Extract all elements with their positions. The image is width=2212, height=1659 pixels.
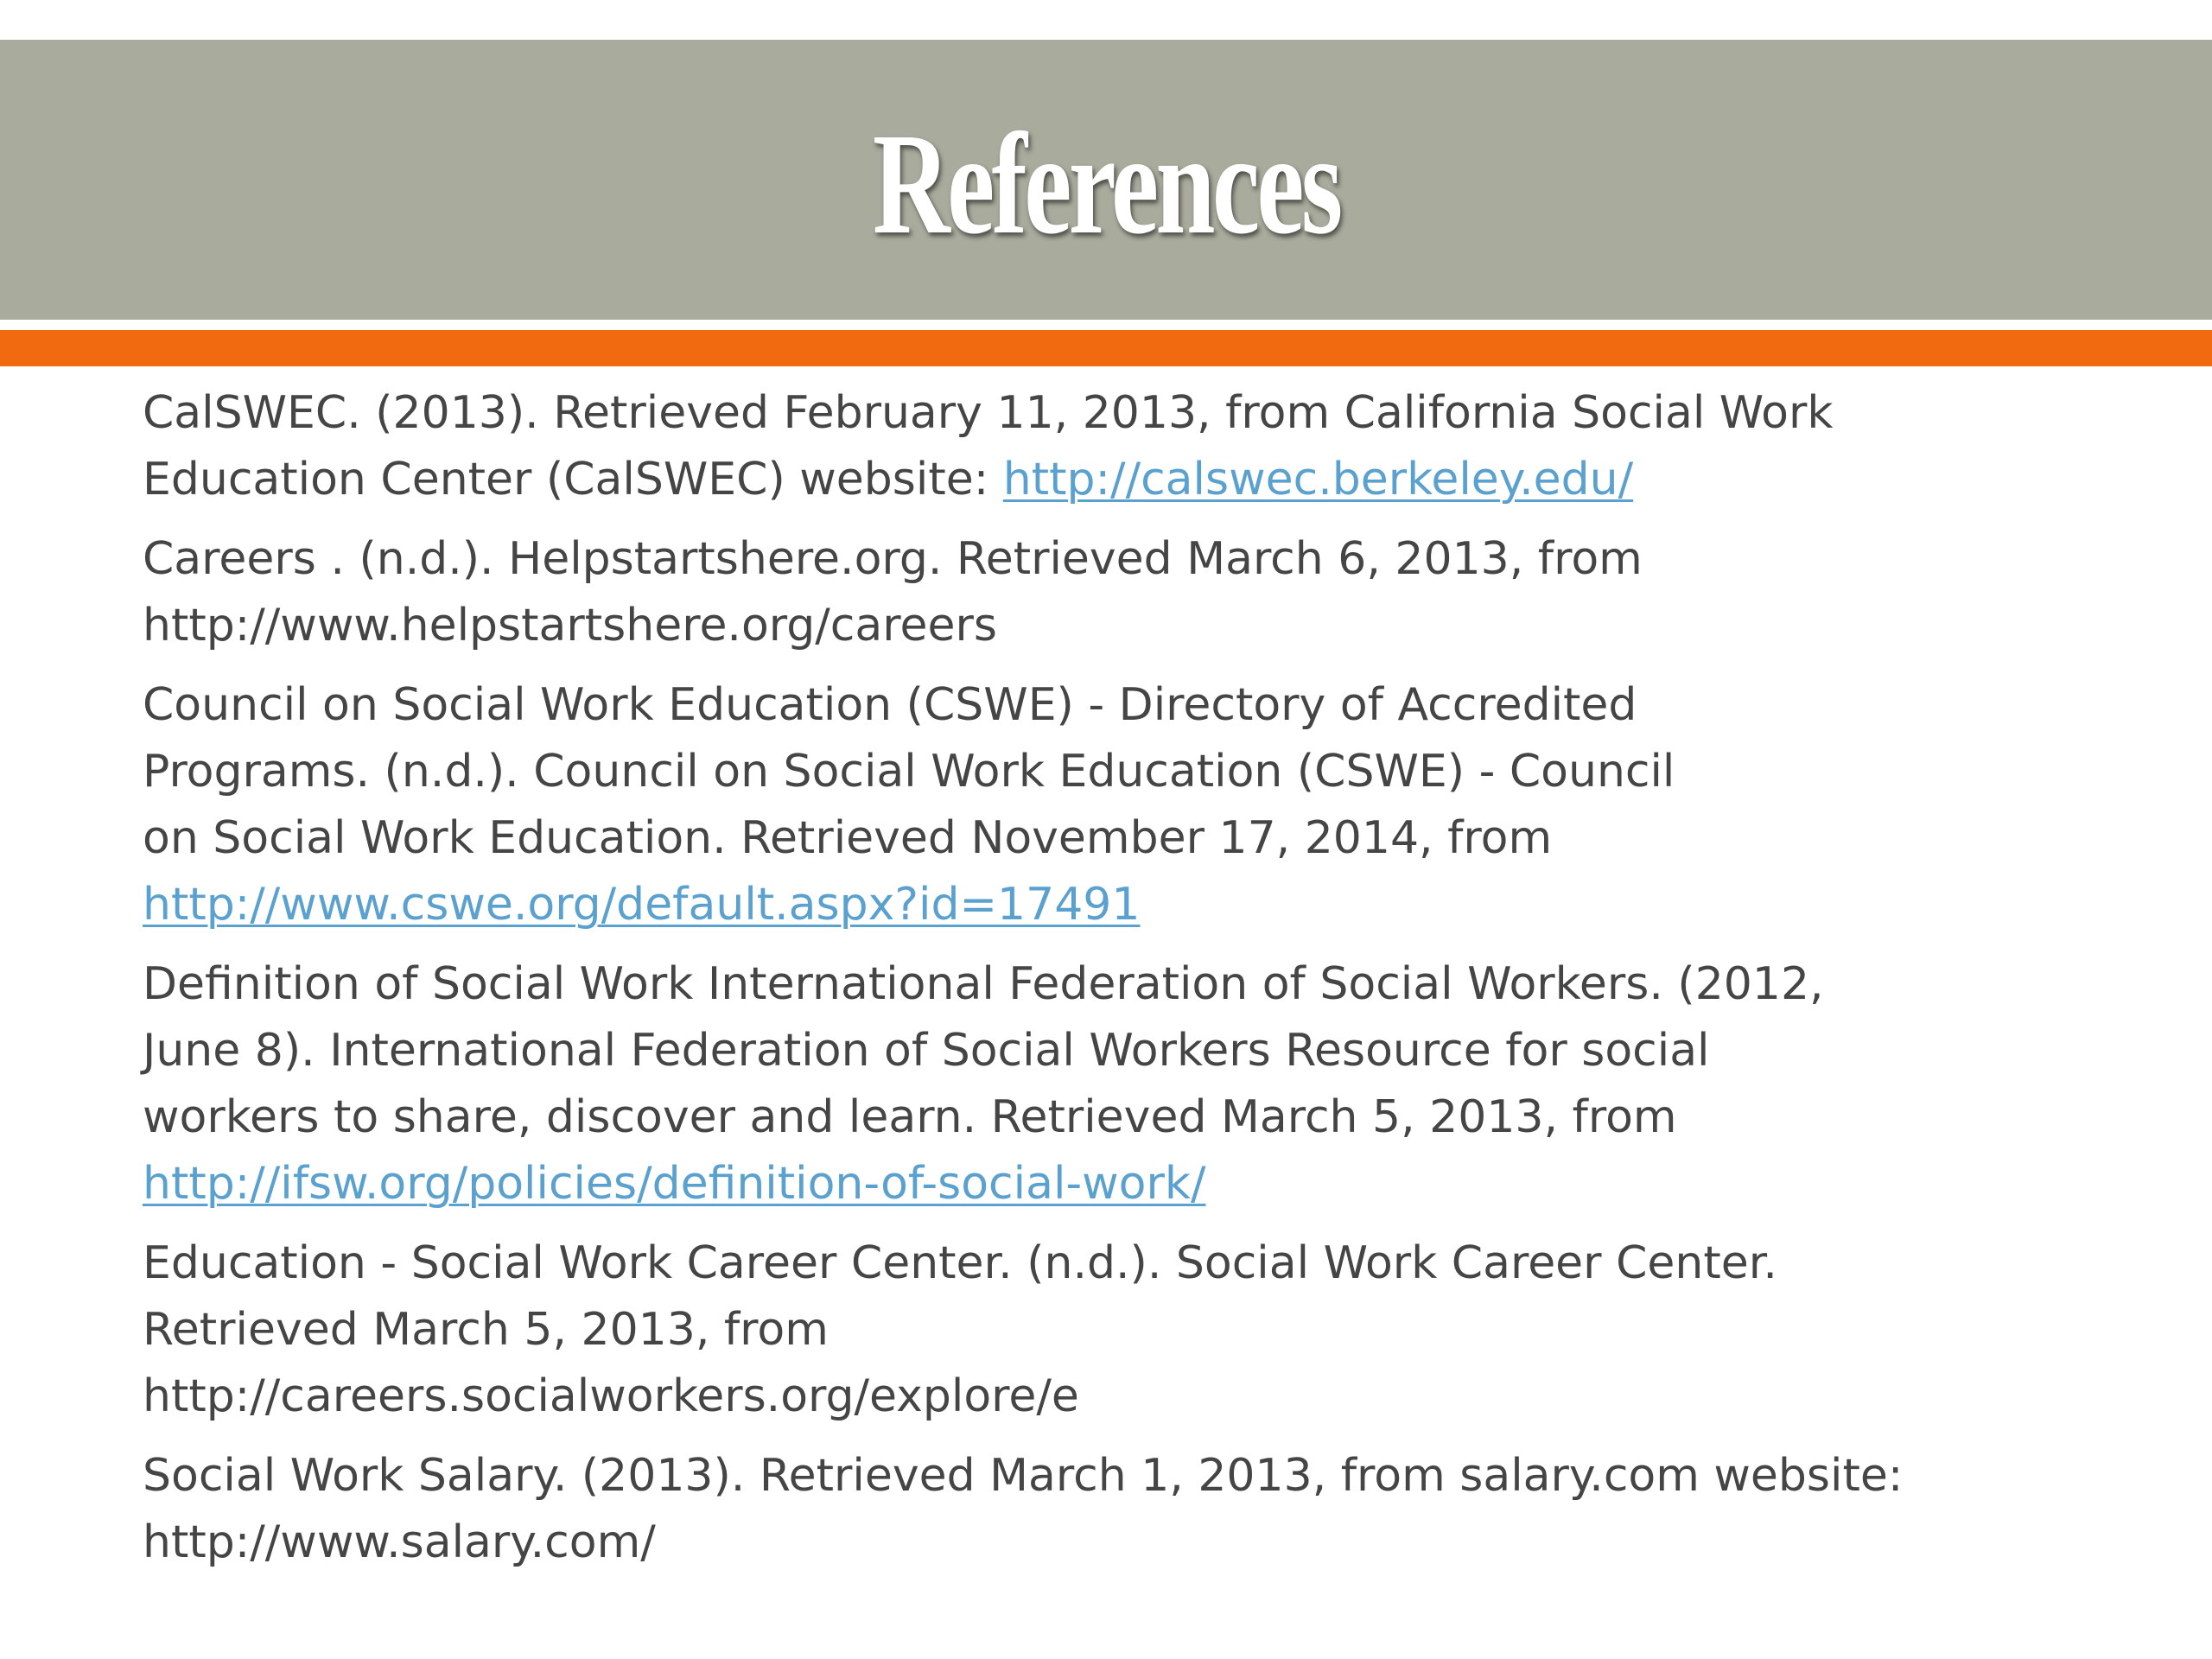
references-list (143, 380, 2095, 1589)
reference-line: Definition of Social Work International Federation of Social Workers. (2012, (143, 958, 1824, 1010)
reference-line: Programs. (n.d.). Council on Social Work Education (CSWE) - Council (143, 746, 1675, 798)
reference-link[interactable]: http://calswec.berkeley.edu/ (1002, 454, 1634, 505)
reference-line-text: Education Center (CalSWEC) website: (143, 454, 1003, 505)
reference-line (143, 872, 2095, 938)
reference-line: Social Work Salary. (2013). Retrieved March 1, 2013, from salary.com website: (143, 1450, 1904, 1502)
reference-link[interactable]: http://ifsw.org/policies/definition-of-social-work/ (143, 1158, 1206, 1210)
reference-line: http://www.helpstartshere.org/careers (143, 600, 997, 652)
reference-entry (143, 380, 2095, 513)
reference-link[interactable]: http://www.cswe.org/default.aspx?id=17491 (143, 879, 1141, 931)
reference-line: Council on Social Work Education (CSWE) - Directory of Accredited (143, 679, 1637, 731)
reference-line: workers to share, discover and learn. Retrieved March 5, 2013, from (143, 1091, 1677, 1143)
reference-line: http://www.salary.com/ (143, 1516, 656, 1568)
reference-entry (143, 951, 2095, 1217)
reference-entry (143, 1443, 2095, 1576)
accent-bar (0, 330, 2212, 366)
title-band (0, 40, 2212, 320)
reference-line (143, 1151, 2095, 1217)
reference-line: CalSWEC. (2013). Retrieved February 11, 2013, from California Social Work (143, 387, 1834, 439)
reference-entry (143, 1230, 2095, 1430)
reference-line: June 8). International Federation of Social Workers Resource for social (143, 1025, 1710, 1077)
reference-entry (143, 672, 2095, 938)
slide-title: References (872, 104, 1340, 264)
reference-line: Retrieved March 5, 2013, from (143, 1304, 829, 1356)
reference-line: Education - Social Work Career Center. (n.d.). Social Work Career Center. (143, 1237, 1777, 1289)
reference-line (143, 447, 2095, 513)
reference-line: http://careers.socialworkers.org/explore/e (143, 1370, 1079, 1422)
reference-line: on Social Work Education. Retrieved November 17, 2014, from (143, 812, 1553, 864)
reference-line: Careers . (n.d.). Helpstartshere.org. Retrieved March 6, 2013, from (143, 533, 1643, 585)
reference-entry (143, 526, 2095, 659)
